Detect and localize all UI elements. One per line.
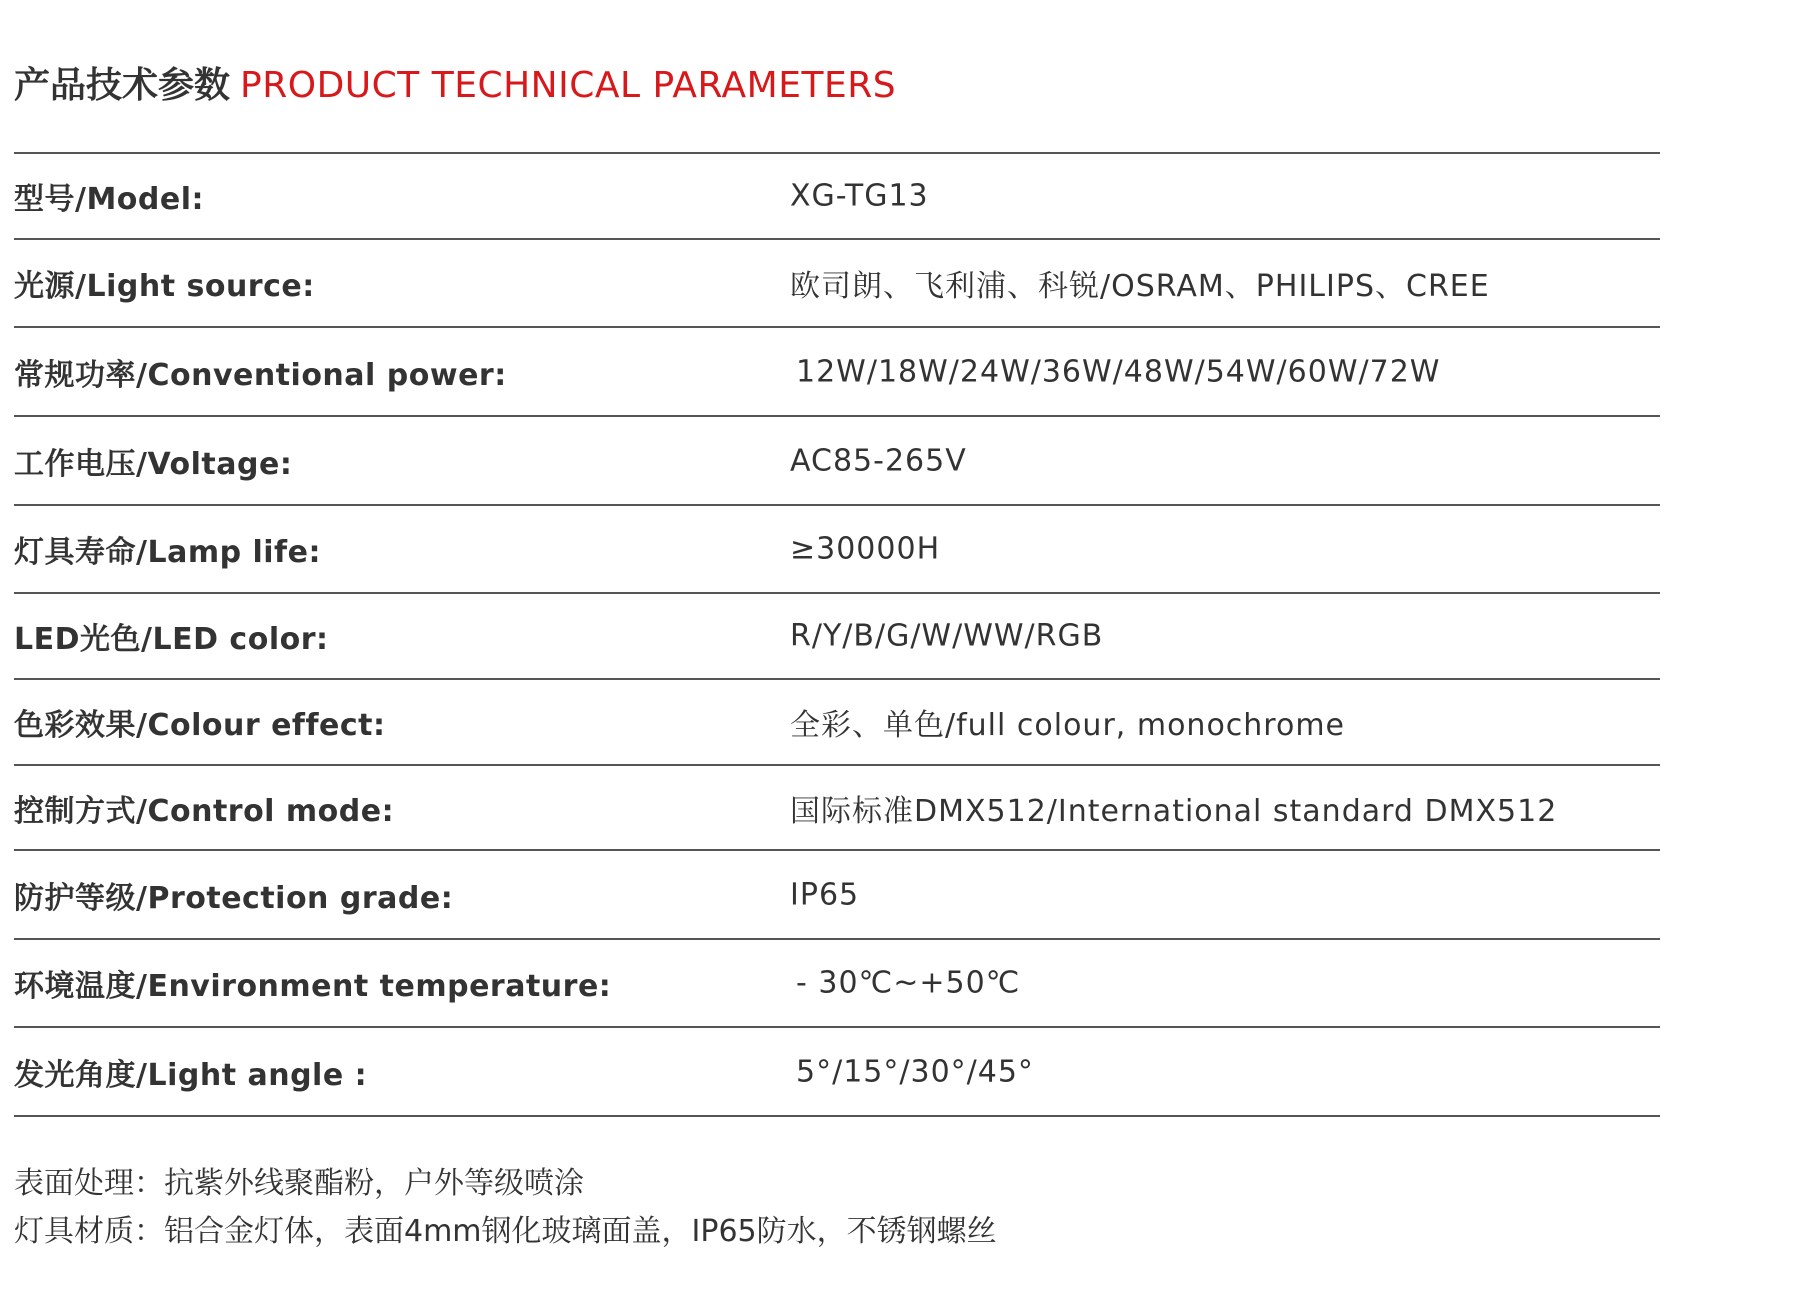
spec-value: 5°/15°/30°/45° — [796, 1054, 1034, 1089]
spec-value: AC85-265V — [790, 443, 967, 478]
spec-label: 型号/Model: — [14, 182, 205, 217]
spec-value: 12W/18W/24W/36W/48W/54W/60W/72W — [796, 354, 1441, 389]
spec-row-colour-effect — [14, 680, 1660, 766]
spec-row-power — [14, 328, 1660, 417]
spec-label: 常规功率/Conventional power: — [14, 357, 507, 393]
spec-label: 工作电压/Voltage: — [14, 446, 293, 482]
spec-label: 防护等级/Protection grade: — [14, 880, 454, 916]
spec-value: R/Y/B/G/W/WW/RGB — [790, 618, 1104, 654]
note-lamp-material: 灯具材质：铝合金灯体，表面4mm钢化玻璃面盖，IP65防水，不锈钢螺丝 — [14, 1214, 997, 1249]
spec-row-voltage — [14, 417, 1660, 506]
spec-row-temperature — [14, 940, 1660, 1028]
spec-row-model — [14, 154, 1660, 240]
page-title-cn: 产品技术参数 — [14, 65, 231, 106]
spec-row-light-source — [14, 240, 1660, 328]
spec-value: 全彩、单色/full colour, monochrome — [790, 708, 1346, 743]
spec-value: IP65 — [790, 877, 860, 912]
spec-row-control-mode — [14, 766, 1660, 851]
spec-label: 灯具寿命/Lamp life: — [14, 535, 321, 570]
spec-label: 光源/Light source: — [14, 269, 315, 304]
note-surface-treatment: 表面处理：抗紫外线聚酯粉，户外等级喷涂 — [14, 1166, 584, 1201]
spec-row-lamp-life — [14, 506, 1660, 594]
spec-value: 国际标准DMX512/International standard DMX512 — [790, 793, 1558, 829]
spec-label: 色彩效果/Colour effect: — [14, 708, 386, 743]
spec-value: ≥30000H — [790, 531, 941, 567]
spec-label: 控制方式/Control mode: — [14, 793, 395, 829]
page-title — [14, 64, 896, 108]
page-title-en: PRODUCT TECHNICAL PARAMETERS — [240, 65, 897, 106]
spec-row-led-color — [14, 594, 1660, 680]
spec-label: 环境温度/Environment temperature: — [14, 969, 612, 1004]
spec-value: XG-TG13 — [790, 178, 929, 214]
spec-value: 欧司朗、飞利浦、科锐/OSRAM、PHILIPS、CREE — [790, 269, 1490, 304]
spec-row-light-angle — [14, 1028, 1660, 1117]
spec-label: LED光色/LED color: — [14, 622, 329, 657]
spec-table — [14, 152, 1660, 1117]
footnotes — [14, 1160, 997, 1256]
spec-label: 发光角度/Light angle : — [14, 1057, 368, 1093]
spec-row-protection — [14, 851, 1660, 940]
spec-value: - 30℃~+50℃ — [796, 965, 1021, 1001]
